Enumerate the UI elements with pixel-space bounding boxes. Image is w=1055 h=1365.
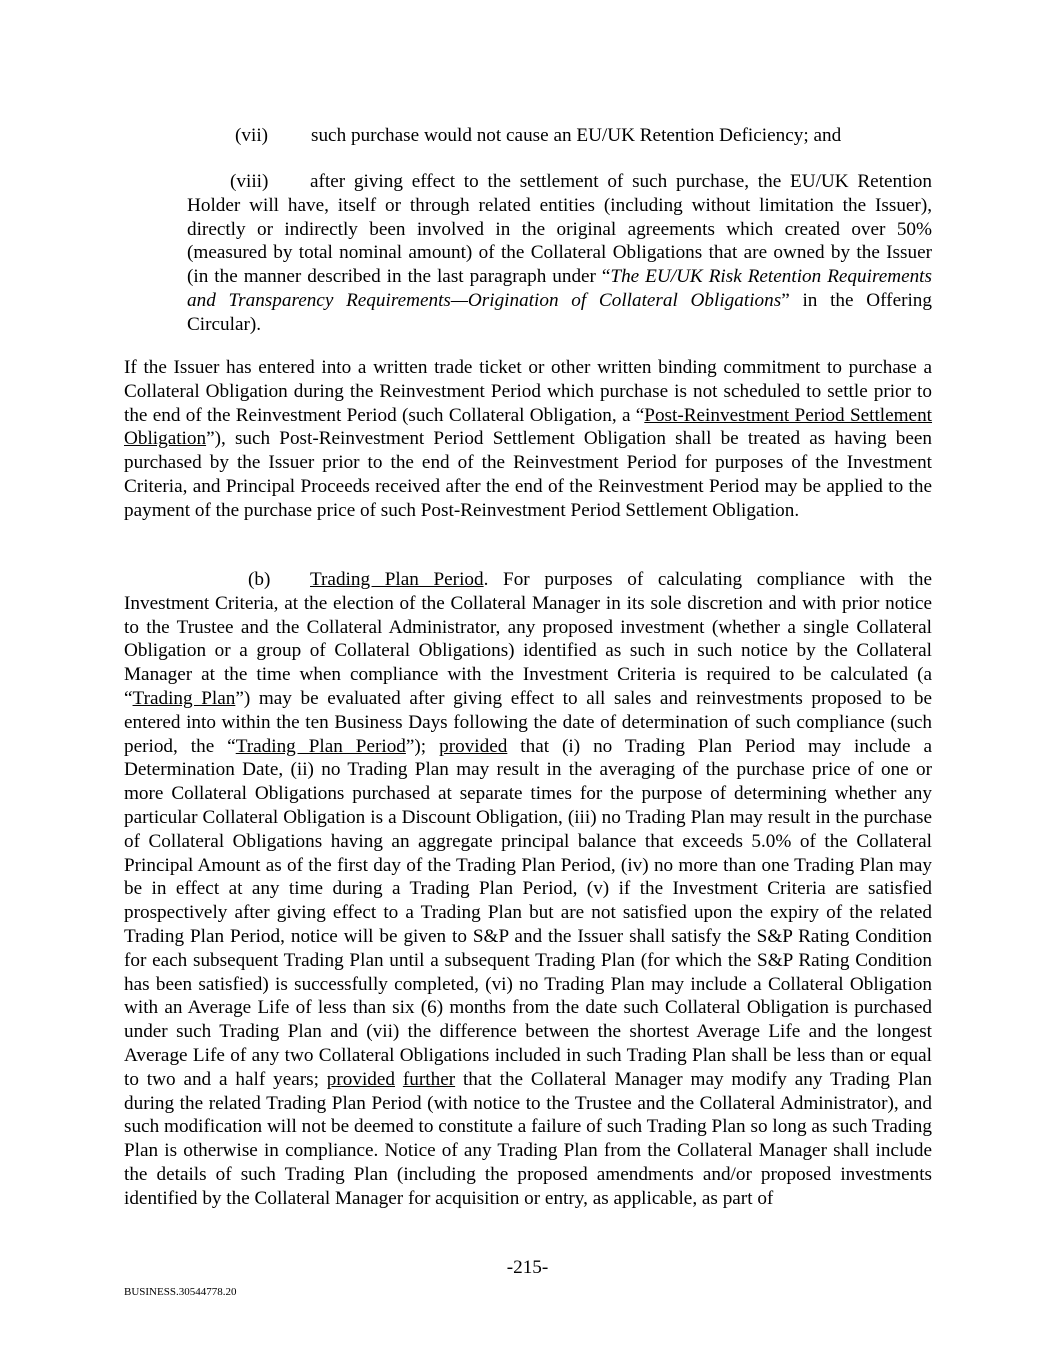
section-heading: Trading Plan Period <box>310 569 484 590</box>
defined-term: Post-Reinvestment Period Settlement Obligation <box>124 404 933 450</box>
section-number: (b) <box>248 569 271 590</box>
paragraph-text: ”) may be evaluated after giving effect to all sales and reinvestments proposed to be entered into within the ten Business Days following the date of determination of such compliance (such period, the “ <box>124 687 932 757</box>
defined-term: Trading Plan <box>132 687 236 709</box>
document-footer-id: BUSINESS.30544778.20 <box>124 1286 237 1298</box>
clause-text: ” in the Offering Circular). <box>187 289 932 335</box>
paragraph-text: that the Collateral Manager may modify any Trading Plan during the related Trading Plan Period (with notice to the Trustee and the Collateral Administrator), and such modification will not be deemed to constitute a failure of such Trading Plan so long as such Trading Plan is otherwise in compliance. Notice of any Trading Plan from the Collateral Manager shall include the details of such Trading Plan (including the proposed amendments and/or proposed investments identified by the Collateral Manager for acquisition or entry, as applicable, as part of <box>124 1068 932 1209</box>
clause-number: (viii) <box>230 171 269 192</box>
defined-term: provided <box>326 1068 396 1090</box>
italic-reference: The EU/UK Risk Retention Requirements and Transparency Requirements—Origination of Collateral Obligations <box>187 266 932 311</box>
defined-term: further <box>402 1068 456 1090</box>
paragraph-text: . For purposes of calculating compliance with the Investment Criteria, at the election of the Collateral Manager in its sole discretion and with prior notice to the Trustee and the Collateral Administrator, any proposed investment (whether a single Collateral Obligation or a group of Collateral Obligations) identified as such in such notice by the Collateral Manager at the time when compliance with the Investment Criteria is required to be calculated (a “ <box>124 569 932 709</box>
post-reinvestment-paragraph <box>124 356 932 523</box>
trading-plan-period-paragraph <box>124 568 932 1211</box>
clause-number: (vii) <box>235 125 269 146</box>
clause-text: after giving effect to the settlement of such purchase, the EU/UK Retention Holder will have, itself or through related entities (including without limitation the Issuer), directly or indirectly been involved in the original agreements which created over 50% (measured by total nominal amount) of the Collateral Obligations that are owned by the Issuer (in the manner described in the last paragraph under “ <box>187 171 932 288</box>
clause-viii <box>187 170 932 337</box>
paragraph-text <box>395 1069 403 1090</box>
defined-term: Trading Plan Period <box>235 735 406 757</box>
clause-text: such purchase would not cause an EU/UK Retention Deficiency; and <box>311 125 842 146</box>
paragraph-text: ”); <box>405 735 440 757</box>
paragraph-text: that (i) no Trading Plan Period may include a Determination Date, (ii) no Trading Plan may result in the averaging of the purchase price of one or more Collateral Obligations purchased at separate times for the purpose of determining whether any particular Collateral Obligation is a Discount Obligation, (iii) no Trading Plan may result in the purchase of Collateral Obligations having an aggregate principal balance that exceeds 5.0% of the Collateral Principal Amount as of the first day of the Trading Plan Period, (iv) no more than one Trading Plan may be in effect at any time during a Trading Plan Period, (v) if the Investment Criteria are satisfied prospectively after giving effect to a Trading Plan but are not satisfied upon the expiry of the related Trading Plan Period, notice will be given to S&P and the Issuer shall satisfy the S&P Rating Condition for each subsequent Trading Plan until a subsequent Trading Plan (for which the S&P Rating Condition has been satisfied) is successfully completed, (vi) no Trading Plan may include a Collateral Obligation with an Average Life of less than six (6) months from the date such Collateral Obligation is purchased under such Trading Plan and (vii) the difference between the shortest Average Life and the longest Average Life of any two Collateral Obligations included in such Trading Plan shall be less than or equal to two and a half years; <box>124 735 932 1090</box>
defined-term: provided <box>439 735 508 757</box>
page-number: -215- <box>506 1257 549 1278</box>
paragraph-text: ”), such Post-Reinvestment Period Settlement Obligation shall be treated as having been purchased by the Issuer prior to the end of the Reinvestment Period for purposes of the Investment Criteria, and Principal Proceeds received after the end of the Reinvestment Period may be applied to the payment of the purchase price of such Post-Reinvestment Period Settlement Obligation. <box>124 428 932 521</box>
paragraph-text: If the Issuer has entered into a written trade ticket or other written binding commitment to purchase a Collateral Obligation during the Reinvestment Period which purchase is not scheduled to settle prior to the end of the Reinvestment Period (such Collateral Obligation, a “ <box>124 357 932 426</box>
